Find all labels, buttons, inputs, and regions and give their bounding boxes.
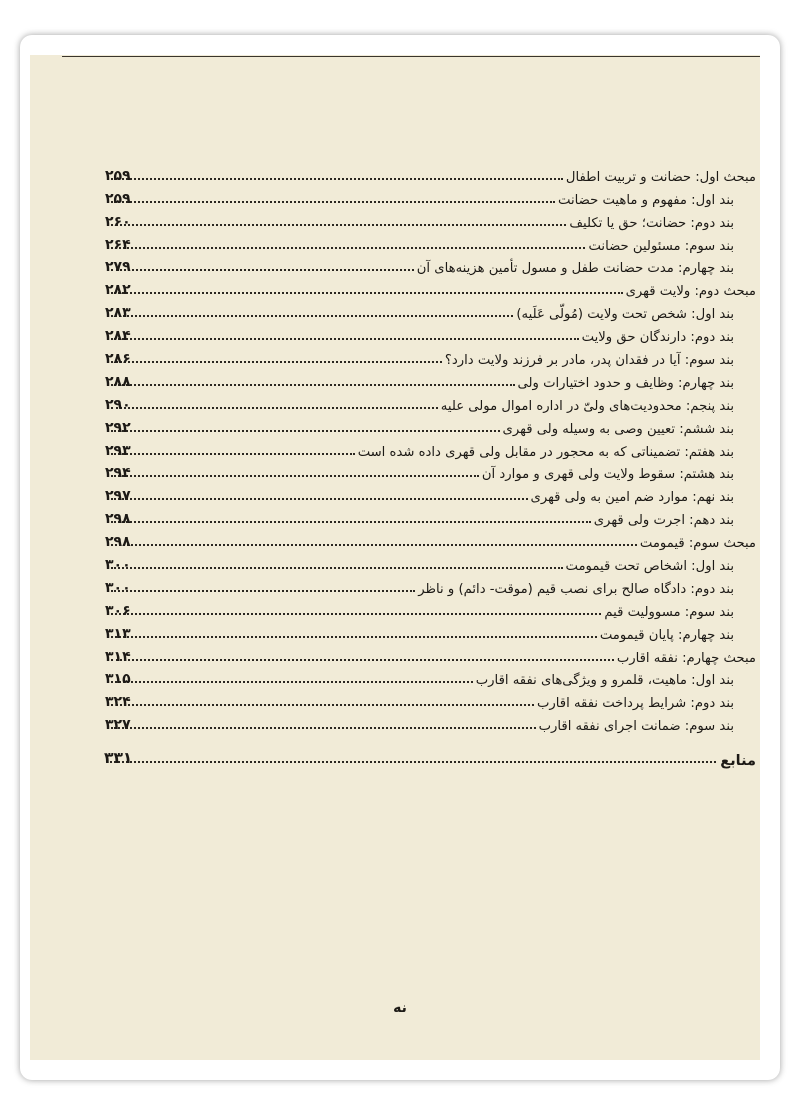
toc-entry-page-number: ۲۸۲: [105, 282, 131, 299]
toc-entry-page-number: ۲۶۰: [105, 213, 131, 230]
dot-leader: [111, 636, 597, 638]
sources-page-number: ۳۳۱: [104, 749, 133, 767]
toc-entry: [105, 505, 756, 529]
toc-entry-title: بند دوم: حضانت؛ حق یا تکلیف: [569, 215, 734, 231]
toc-entry: [105, 597, 756, 620]
toc-entry-page-number: ۲۹۸: [105, 534, 131, 551]
dot-leader: [111, 727, 536, 729]
toc-entry-title: بند هشتم: سقوط ولایت ولی قهری و موارد آن: [481, 467, 734, 483]
dot-leader: [111, 338, 579, 340]
dot-leader: [111, 681, 473, 683]
toc-entry-title: بند چهارم: وظایف و حدود اختیارات ولی: [517, 375, 734, 391]
toc-entry-page-number: ۲۹۴: [105, 465, 131, 482]
toc-entry-title: بند چهارم: مدت حضانت طفل و مسول تأمین هزینه‌های آن: [416, 261, 734, 277]
dot-leader: [111, 384, 515, 386]
toc-entry-sources: [106, 743, 756, 769]
toc-entry-title: بند سوم: ضمانت اجرای نفقه اقارب: [538, 719, 734, 735]
top-rule: [62, 56, 760, 57]
toc-entry: [105, 368, 756, 391]
toc-entry-title: مبحث اول: حضانت و تربیت اطفال: [565, 169, 756, 185]
toc-entry: [105, 551, 756, 575]
toc-entry-title: بند اول: شخص تحت ولایت (مُولّی عَلَیه): [516, 307, 734, 323]
toc-entry-title: مبحث چهارم: نفقه اقارب: [616, 650, 756, 666]
toc-entry-title: بند اول: ماهیت، قلمرو و ویژگی‌های نفقه اقارب: [475, 673, 734, 689]
toc-entry-title: بند سوم: آیا در فقدان پدر، مادر بر فرزند ولایت دارد؟: [444, 353, 734, 369]
dot-leader: [110, 761, 716, 763]
toc-entry-title: بند اول: مفهوم و ماهیت حضانت: [558, 192, 734, 208]
toc-entry-page-number: ۲۹۷: [105, 488, 131, 505]
dot-leader: [111, 178, 563, 180]
toc-entry-page-number: ۳۱۴: [105, 648, 131, 665]
dot-leader: [111, 361, 442, 363]
dot-leader: [111, 292, 623, 294]
toc-entry: [105, 711, 756, 735]
dot-leader: [111, 590, 415, 592]
toc-entry-title: بند دوم: دارندگان حق ولایت: [581, 330, 734, 346]
toc-entry: [105, 574, 756, 597]
toc-entry-page-number: ۳۱۳: [105, 625, 131, 642]
toc-entry-title: مبحث سوم: قیمومت: [639, 536, 756, 552]
toc-entry-page-number: ۳۲۴: [105, 694, 131, 711]
toc-entry: [105, 322, 756, 346]
dot-leader: [111, 613, 601, 615]
toc-entry: [105, 185, 756, 208]
dot-leader: [111, 544, 637, 546]
toc-entry: [105, 299, 756, 323]
toc-entry-title: بند چهارم: پایان قیمومت: [599, 627, 734, 643]
dot-leader: [111, 407, 438, 409]
toc-entry: [105, 391, 756, 414]
toc-entry-page-number: ۳۰۶: [105, 602, 131, 619]
dot-leader: [111, 269, 414, 271]
toc-entry: [105, 231, 756, 254]
toc-entry-title: بند ششم: تعیین وصی به وسیله ولی قهری: [502, 421, 734, 437]
toc-entry: [105, 482, 756, 506]
dot-leader: [111, 247, 585, 249]
toc-entry-page-number: ۲۵۹: [105, 167, 131, 184]
toc-entry-page-number: ۲۸۶: [105, 351, 131, 368]
dot-leader: [111, 704, 534, 706]
toc-entry-page-number: ۲۸۴: [105, 328, 131, 345]
dot-leader: [111, 430, 500, 432]
toc-entry-page-number: ۳۲۷: [105, 717, 131, 734]
toc-entry-page-number: ۲۵۹: [105, 190, 131, 207]
toc-entry-page-number: ۲۹۸: [105, 511, 131, 528]
toc-entry-page-number: ۳۰۰: [105, 579, 131, 596]
toc-entry-title: بند پنجم: محدودیت‌های ولیّ در اداره اموال مولی علیه: [440, 398, 734, 414]
toc-entry-page-number: ۲۶۴: [105, 236, 131, 253]
table-of-contents: [105, 162, 756, 735]
toc-entry-title: بند سوم: مسوولیت قیم: [604, 604, 734, 620]
toc-entry: [105, 620, 756, 643]
dot-leader: [111, 224, 566, 226]
dot-leader: [111, 201, 555, 203]
toc-entry-title: بند هفتم: تضمیناتی که به محجور در مقابل ولی قهری داده شده است: [357, 444, 734, 460]
toc-entry-page-number: ۲۹۲: [105, 419, 131, 436]
dot-leader: [111, 475, 479, 477]
toc-entry: [105, 460, 756, 483]
toc-entry: [105, 208, 756, 231]
toc-entry-title: بند دهم: اجرت ولی قهری: [593, 513, 734, 529]
toc-entry: [105, 345, 756, 369]
toc-entry-title: بند دوم: دادگاه صالح برای نصب قیم (موقت- دائم) و ناظر: [418, 581, 734, 597]
toc-entry: [105, 643, 756, 666]
toc-entry-title: بند دوم: شرایط پرداخت نفقه اقارب: [537, 696, 734, 712]
toc-entry-page-number: ۳۱۵: [105, 671, 131, 688]
toc-entry-title: بند اول: اشخاص تحت قیمومت: [565, 559, 734, 575]
dot-leader: [111, 498, 528, 500]
toc-entry-page-number: ۳۰۰: [105, 557, 131, 574]
dot-leader: [111, 453, 355, 455]
toc-entry: [105, 414, 756, 437]
toc-entry: [105, 437, 756, 460]
toc-entry: [105, 528, 756, 552]
toc-entry: [105, 688, 756, 712]
toc-entry-title: بند سوم: مسئولین حضانت: [588, 238, 734, 254]
toc-entry-title: مبحث دوم: ولایت قهری: [625, 284, 756, 300]
toc-entry: [105, 276, 756, 300]
toc-entry-page-number: ۲۸۸: [105, 373, 131, 390]
dot-leader: [111, 659, 614, 661]
toc-entry-title: بند نهم: موارد ضم امین به ولی قهری: [530, 490, 734, 506]
toc-entry-page-number: ۲۷۹: [105, 259, 131, 276]
page-folio: نه: [393, 1000, 407, 1016]
toc-entry: [105, 162, 756, 185]
toc-entry-page-number: ۲۹۰: [105, 396, 131, 413]
dot-leader: [111, 567, 563, 569]
dot-leader: [111, 315, 513, 317]
toc-entry: [105, 666, 756, 689]
toc-entry-page-number: ۲۸۳: [105, 305, 131, 322]
toc-entry: [105, 254, 756, 277]
dot-leader: [111, 521, 591, 523]
sources-title: منابع: [720, 753, 756, 769]
toc-entry-page-number: ۲۹۳: [105, 442, 131, 459]
